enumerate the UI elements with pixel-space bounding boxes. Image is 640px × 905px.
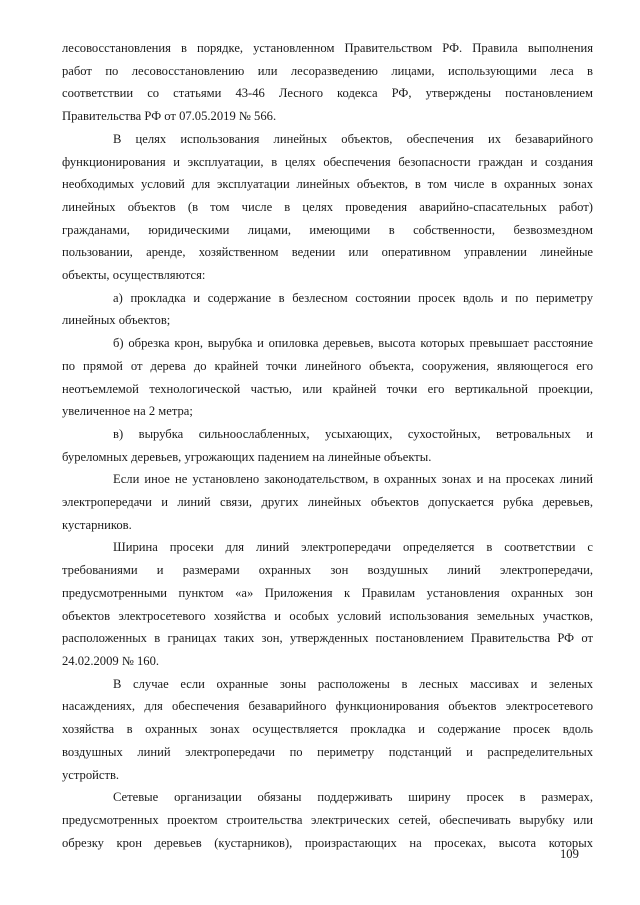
text-line: устройств. <box>62 767 120 782</box>
text-line: электропередачи и линий связи, других линейных объектов допускается рубка деревьев, <box>62 495 593 510</box>
paragraph <box>62 128 593 287</box>
text-line: объектов электросетевого хозяйства и особых условий использования земельных участков, <box>62 608 593 623</box>
text-line: линейных объектов (в том числе в целях проведения аварийно-спасательных работ) <box>62 199 593 214</box>
text-line: линейных объектов; <box>62 313 171 328</box>
paragraph <box>62 468 593 536</box>
paragraph <box>62 673 593 787</box>
text-line: неотъемлемой технологической частью, или крайней точки его вертикальной проекции, <box>62 381 593 396</box>
text-line: работ по лесовосстановлению или лесоразведению лицами, использующими леса в <box>62 63 593 78</box>
text-line: Правительства РФ от 07.05.2019 № 566. <box>62 109 277 124</box>
text-line: воздушных линий электропередачи по периметру подстанций и распределительных <box>62 744 593 759</box>
text-line: б) обрезка крон, вырубка и опиловка деревьев, высота которых превышает расстояние <box>113 336 593 351</box>
text-line: соответствии со статьями 43-46 Лесного кодекса РФ, утверждены постановлением <box>62 86 593 101</box>
text-line: насаждениях, для обеспечения безаварийного функционирования объектов электросетевого <box>62 699 593 714</box>
text-line: буреломных деревьев, угрожающих падением на линейные объекты. <box>62 449 432 464</box>
text-line: В целях использования линейных объектов, обеспечения их безаварийного <box>113 131 593 146</box>
paragraph <box>62 287 593 332</box>
text-line: увеличенное на 2 метра; <box>62 404 193 419</box>
text-line: В случае если охранные зоны расположены в лесных массивах и зеленых <box>113 676 593 691</box>
text-line: гражданами, юридическими лицами, имеющими в собственности, безвозмездном <box>62 222 593 237</box>
page-number: 109 <box>560 847 579 861</box>
text-line: требованиями и размерами охранных зон воздушных линий электропередачи, <box>62 563 593 578</box>
paragraph <box>62 786 593 854</box>
page-body-text <box>62 37 593 854</box>
text-line: лесовосстановления в порядке, установленном Правительством РФ. Правила выполнения <box>62 41 593 55</box>
text-line: по прямой от дерева до крайней точки линейного объекта, сооружения, являющегося его <box>62 358 593 373</box>
paragraph <box>62 536 593 672</box>
text-line: кустарников. <box>62 517 132 532</box>
text-line: хозяйства в охранных зонах осуществляется прокладка и содержание просек вдоль <box>62 722 593 737</box>
paragraph <box>62 423 593 468</box>
text-line: функционирования и эксплуатации, в целях обеспечения безопасности граждан и создания <box>62 154 593 169</box>
text-line: необходимых условий для эксплуатации линейных объектов, в том числе в охранных зонах <box>62 177 593 192</box>
text-line: Ширина просеки для линий электропередачи определяется в соответствии с <box>113 540 593 555</box>
text-line: 24.02.2009 № 160. <box>62 653 160 668</box>
text-line: а) прокладка и содержание в безлесном состоянии просек вдоль и по периметру <box>113 290 593 305</box>
text-line: объекты, осуществляются: <box>62 268 206 283</box>
text-line: предусмотренными пунктом «а» Приложения к Правилам установления охранных зон <box>62 585 593 600</box>
text-line: предусмотренных проектом строительства электрических сетей, обеспечивать вырубку или <box>62 812 593 827</box>
text-line: в) вырубка сильноослабленных, усыхающих, сухостойных, ветровальных и <box>113 426 593 441</box>
text-line: обрезку крон деревьев (кустарников), произрастающих на просеках, высота которых <box>62 835 593 850</box>
text-line: расположенных в границах таких зон, утвержденных постановлением Правительства РФ от <box>62 631 593 646</box>
paragraph <box>62 332 593 423</box>
text-line: Если иное не установлено законодательством, в охранных зонах и на просеках линий <box>113 472 593 487</box>
text-line: Сетевые организации обязаны поддерживать ширину просек в размерах, <box>113 790 593 805</box>
paragraph <box>62 37 593 128</box>
text-line: пользовании, аренде, хозяйственном ведении или оперативном управлении линейные <box>62 245 593 260</box>
